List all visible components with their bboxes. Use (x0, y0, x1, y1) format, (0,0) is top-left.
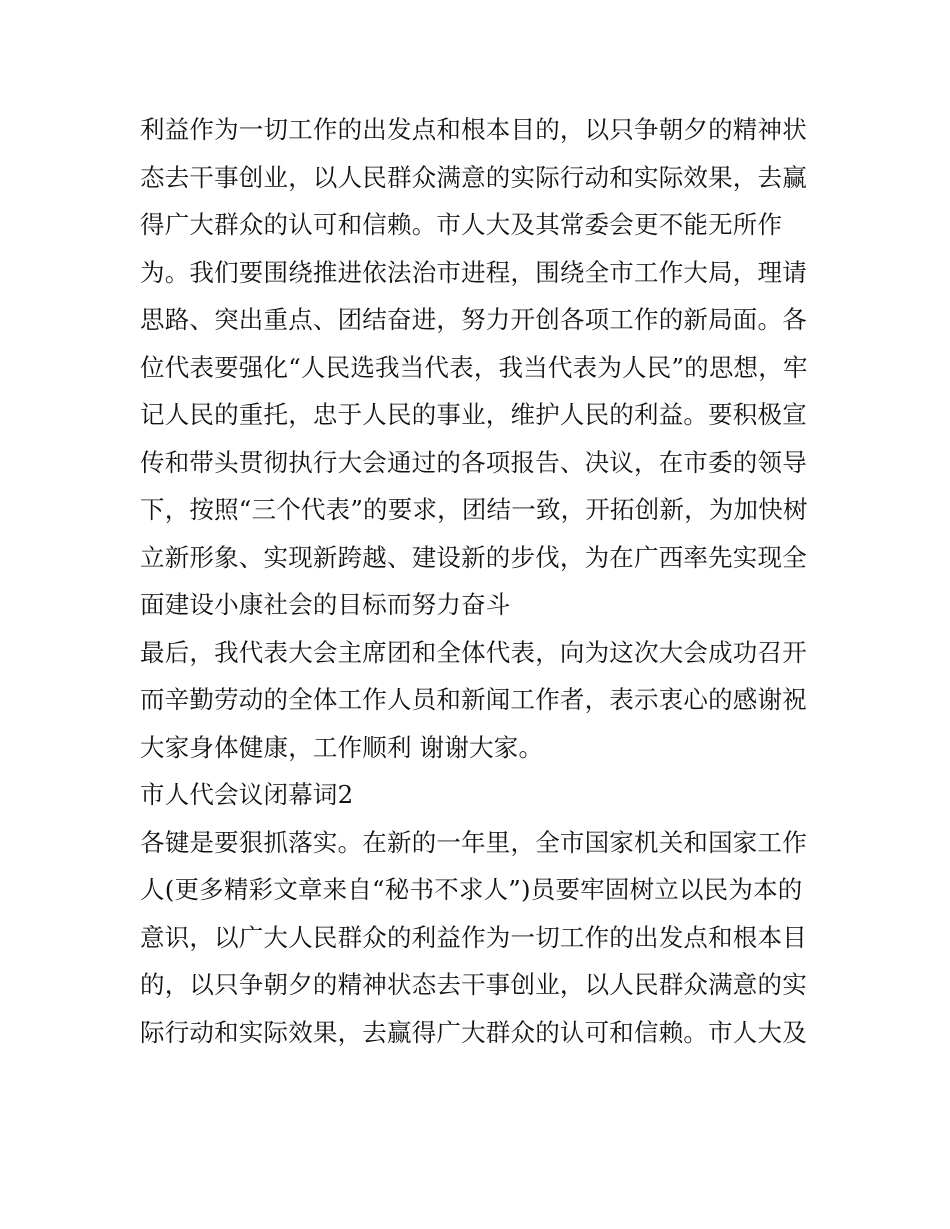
text-line: 态去干事创业，以人民群众满意的实际行动和实际效果，去赢 (140, 162, 807, 192)
text-line: 思路、突出重点、团结奋进，努力开创各项工作的新局面。各 (140, 305, 807, 334)
document-body (140, 106, 820, 1056)
text-line: 人(更多精彩文章来自“秘书不求人”)员要牢固树立以民为本的 (140, 875, 803, 904)
section-heading: 市人代会议闭幕词2 (140, 780, 354, 809)
text-line: 利益作为一切工作的出发点和根本目的，以只争朝夕的精神状 (140, 115, 807, 144)
text-line: 位代表要强化“人民选我当代表，我当代表为人民”的思想，牢 (140, 352, 808, 382)
text-line: 最后，我代表大会主席团和全体代表，向为这次大会成功召开 (140, 637, 807, 667)
text-line: 面建设小康社会的目标而努力奋斗 (140, 590, 511, 619)
text-line: 而辛勤劳动的全体工作人员和新闻工作者，表示衷心的感谢祝 (140, 685, 807, 714)
text-line: 际行动和实际效果，去赢得广大群众的认可和信赖。市人大及 (140, 1017, 807, 1047)
text-line: 下，按照“三个代表”的要求，团结一致，开拓创新，为加快树 (140, 495, 808, 524)
text-line: 记人民的重托，忠于人民的事业，维护人民的利益。要积极宣 (140, 400, 807, 429)
text-line: 的，以只争朝夕的精神状态去干事创业，以人民群众满意的实 (140, 970, 807, 999)
text-line: 为。我们要围绕推进依法治市进程，围绕全市工作大局，理请 (140, 257, 807, 287)
text-line: 立新形象、实现新跨越、建设新的步伐，为在广西率先实现全 (140, 542, 807, 572)
text-line: 意识，以广大人民群众的利益作为一切工作的出发点和根本目 (140, 922, 807, 952)
text-line: 各键是要狠抓落实。在新的一年里，全市国家机关和国家工作 (140, 827, 807, 857)
text-line: 大家身体健康，工作顺利 谢谢大家。 (140, 732, 544, 762)
text-line: 得广大群众的认可和信赖。市人大及其常委会更不能无所作 (140, 210, 783, 239)
text-line: 传和带头贯彻执行大会通过的各项报告、决议，在市委的领导 (140, 447, 807, 477)
